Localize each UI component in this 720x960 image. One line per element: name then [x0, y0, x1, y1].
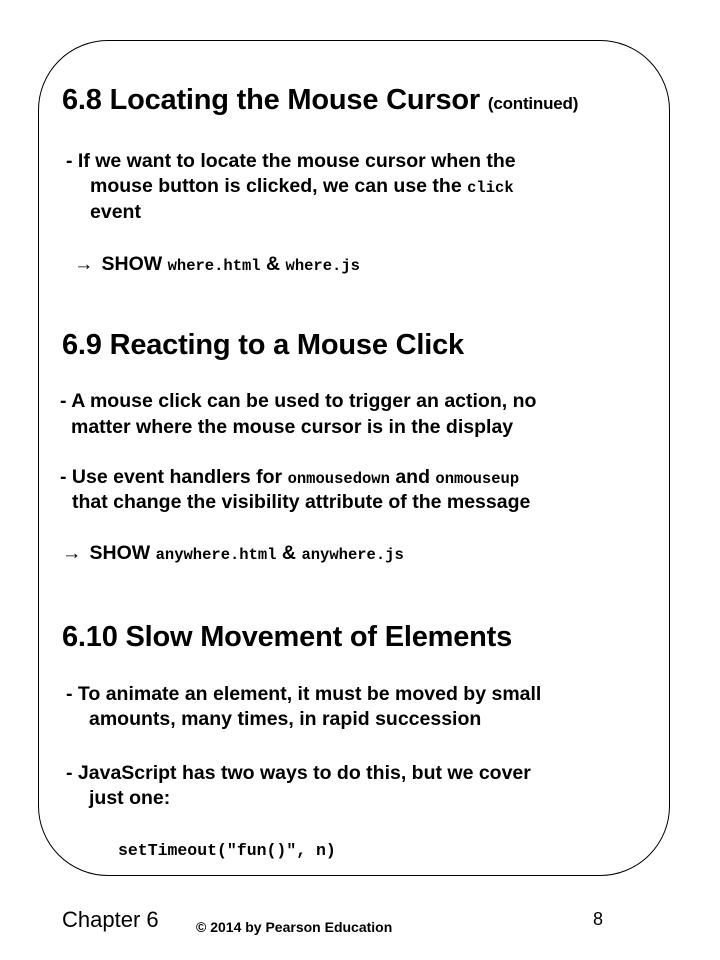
code-onmousedown: onmousedown	[287, 470, 390, 488]
bullet-line: - JavaScript has two ways to do this, but we cover	[66, 762, 531, 784]
footer-chapter: Chapter 6	[62, 907, 159, 932]
bullet-line: mouse button is clicked, we can use the click	[90, 175, 514, 197]
section-heading-6-8: 6.8 Locating the Mouse Cursor (continued)	[62, 84, 579, 116]
filename: anywhere.html	[155, 546, 277, 564]
bullet-line: event	[90, 201, 141, 223]
bullet-line: - Use event handlers for onmousedown and onmouseup	[60, 466, 520, 488]
section-heading-6-10: 6.10 Slow Movement of Elements	[62, 621, 513, 653]
bullet-line: - To animate an element, it must be moved by small	[66, 683, 542, 705]
arrow-right-icon: →	[74, 253, 94, 275]
heading-suffix: (continued)	[487, 94, 579, 113]
section-heading-6-9: 6.9 Reacting to a Mouse Click	[62, 329, 464, 361]
code-click: click	[467, 179, 514, 197]
bullet-line: - A mouse click can be used to trigger an action, no	[60, 390, 537, 412]
code-settimeout: setTimeout("fun()", n)	[118, 841, 336, 860]
footer-copyright: © 2014 by Pearson Education	[196, 919, 393, 935]
bullet-line: matter where the mouse cursor is in the display	[71, 416, 514, 438]
filename: where.html	[167, 257, 261, 275]
page-number: 8	[593, 909, 604, 929]
filename: where.js	[285, 257, 360, 275]
show-line: → SHOW anywhere.html & anywhere.js	[62, 542, 404, 564]
show-line: → SHOW where.html & where.js	[74, 253, 360, 275]
arrow-right-icon: →	[62, 542, 82, 564]
code-onmouseup: onmouseup	[435, 470, 520, 488]
bullet-line: just one:	[89, 787, 171, 809]
bullet-line: - If we want to locate the mouse cursor when the	[66, 150, 516, 172]
bullet-line: amounts, many times, in rapid succession	[89, 708, 482, 730]
bullet-line: that change the visibility attribute of the message	[72, 491, 531, 513]
filename: anywhere.js	[301, 546, 404, 564]
